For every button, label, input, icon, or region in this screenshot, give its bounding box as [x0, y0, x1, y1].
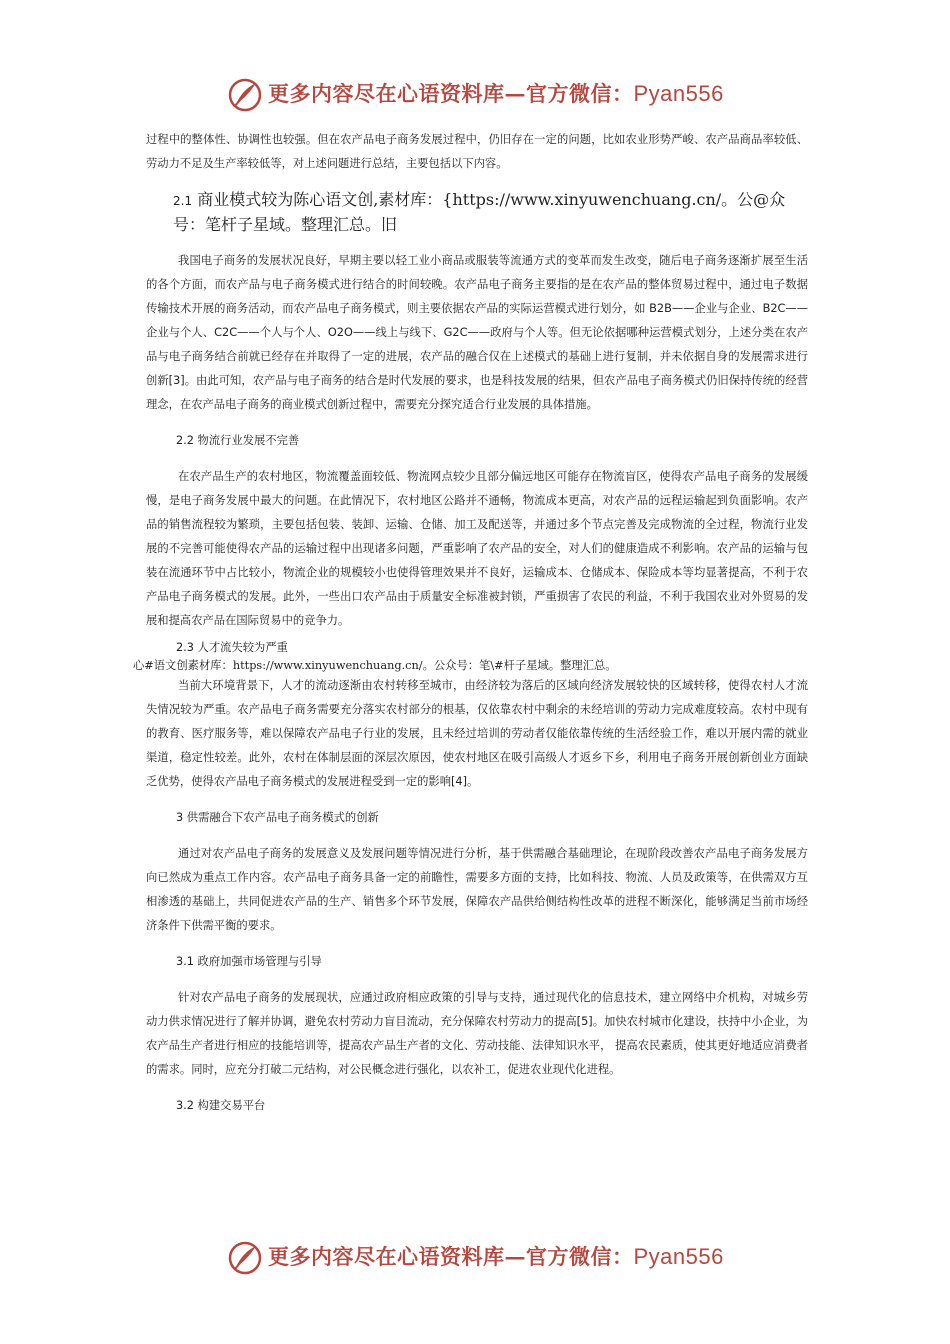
section-3-paragraph: 通过对农产品电子商务的发展意义及发展问题等情况进行分析，基于供需融合基础理论，在现阶段改善农产品电子商务发展方向已然成为重点工作内容。农产品电子商务具备一定的前瞻性，需要多方面的支持，比如科技、物流、人员及政策等，在供需双方互相渗透的基础上，共同促进农产品的生产、销售多个环节发展，保障农产品供给侧结构性改革的进程不断深化，能够满足当前市场经济条件下供需平衡的要求。	[146, 847, 808, 932]
section-3-1-paragraph: 针对农产品电子商务的发展现状，应通过政府相应政策的引导与支持，通过现代化的信息技术，建立网络中介机构，对城乡劳动力供求情况进行了解并协调，避免农村劳动力盲目流动，充分保障农村劳动力的提高[5]。加快农村城市化建设，扶持中小企业，为农产品生产者进行相应的技能培训等，提高农产品生产者的文化、劳动技能、法律知识水平， 提高农民素质，使其更好地适应消费者的需求。同时，应充分打破二元结构，对公民概念进行强化，以农补工，促进农业现代化进程。	[146, 991, 808, 1076]
section-3-1-heading: 3.1 政府加强市场管理与引导	[176, 955, 322, 968]
quill-pen-logo-icon	[227, 1240, 263, 1276]
section-2-2-heading: 2.2 物流行业发展不完善	[176, 434, 300, 447]
header-banner	[0, 75, 950, 115]
banner-text: 更多内容尽在心语资料库—官方微信：Pyan556	[268, 81, 724, 106]
section-2-3-paragraph: 当前大环境背景下，人才的流动逐渐由农村转移至城市，由经济较为落后的区域向经济发展较快的区域转移，使得农村人才流失情况较为严重。农产品电子商务需要充分落实农村部分的根基，仅依靠农村中剩余的未经培训的劳动力完成难度较高。农村中现有的教育、医疗服务等，难以保障农产品电子行业的发展，且未经过培训的劳动者仅能依靠传统的生活经验工作，难以开展内需的就业渠道，稳定性较差。此外，农村在体制层面的深层次原因，使农村地区在吸引高级人才返乡下乡，利用电子商务开展创新创业方面缺乏优势，使得农产品电子商务模式的发展进程受到一定的影响[4]。	[146, 679, 808, 788]
watermark-line: 心#语文创素材库：https://www.xinyuwenchuang.cn/。公众号：笔\#杆子星域。整理汇总。	[133, 659, 617, 672]
section-2-1-paragraph: 我国电子商务的发展状况良好，早期主要以轻工业小商品或服装等流通方式的变革而发生改变，随后电子商务逐渐扩展至生活的各个方面，而农产品与电子商务模式进行结合的时间较晚。农产品电子商务主要指的是在农产品的整体贸易过程中，通过电子数据传输技术开展的商务活动，而农产品电子商务模式，则主要依据农产品的实际运营模式进行划分，如 B2B——企业与企业、B2C——企业与个人、C2C——个人与个人、O2O——线上与线下、G2C——政府与个人等。但无论依据哪种运营模式划分，上述分类在农产品与电子商务结合前就已经存在并取得了一定的进展，农产品的融合仅在上述模式的基础上进行复制，并未依据自身的发展需求进行创新[3]。由此可知，农产品与电子商务的结合是时代发展的要求，也是科技发展的结果，但农产品电子商务模式仍旧保持传统的经营理念，在农产品电子商务的商业模式创新过程中，需要充分探究适合行业发展的具体措施。	[146, 254, 808, 411]
section-2-1-heading: 2.1 商业模式较为陈心语文创,素材库：{https://www.xinyuwenchuang.cn/。公@众号：笔杆子星域。整理汇总。旧	[173, 190, 786, 234]
intro-paragraph: 过程中的整体性、协调性也较强。但在农产品电子商务发展过程中，仍旧存在一定的问题，比如农业形势严峻、农产品商品率较低、劳动力不足及生产率较低等，对上述问题进行总结，主要包括以下内容。	[146, 133, 808, 170]
section-2-2-paragraph: 在农产品生产的农村地区，物流覆盖面较低、物流网点较少且部分偏远地区可能存在物流盲区，使得农产品电子商务的发展缓慢，是电子商务发展中最大的问题。在此情况下，农村地区公路并不通畅，物流成本更高，对农产品的远程运输起到负面影响。农产品的销售流程较为繁琐，主要包括包装、装卸、运输、仓储、加工及配送等，并通过多个节点完善及完成物流的全过程，物流行业发展的不完善可能使得农产品的运输过程中出现诸多问题，严重影响了农产品的安全，对人们的健康造成不利影响。农产品的运输与包装在流通环节中占比较小，物流企业的规模较小也使得管理效果并不良好，运输成本、仓储成本、保险成本等均显著提高，不利于农产品电子商务模式的发展。此外，一些出口农产品由于质量安全标准被封锁，严重损害了农民的利益，不利于我国农业对外贸易的发展和提高农产品在国际贸易中的竞争力。	[146, 470, 808, 627]
banner-text: 更多内容尽在心语资料库—官方微信：Pyan556	[268, 1244, 724, 1269]
document-body	[133, 128, 808, 1118]
wechat-id: Pyan556	[633, 1244, 724, 1269]
footer-banner	[0, 1238, 950, 1278]
section-3-heading: 3 供需融合下农产品电子商务模式的创新	[176, 811, 379, 824]
quill-pen-logo-icon	[227, 77, 263, 113]
wechat-id: Pyan556	[633, 81, 724, 106]
section-3-2-heading: 3.2 构建交易平台	[176, 1099, 266, 1112]
section-2-3-heading: 2.3 人才流失较为严重	[176, 641, 288, 654]
